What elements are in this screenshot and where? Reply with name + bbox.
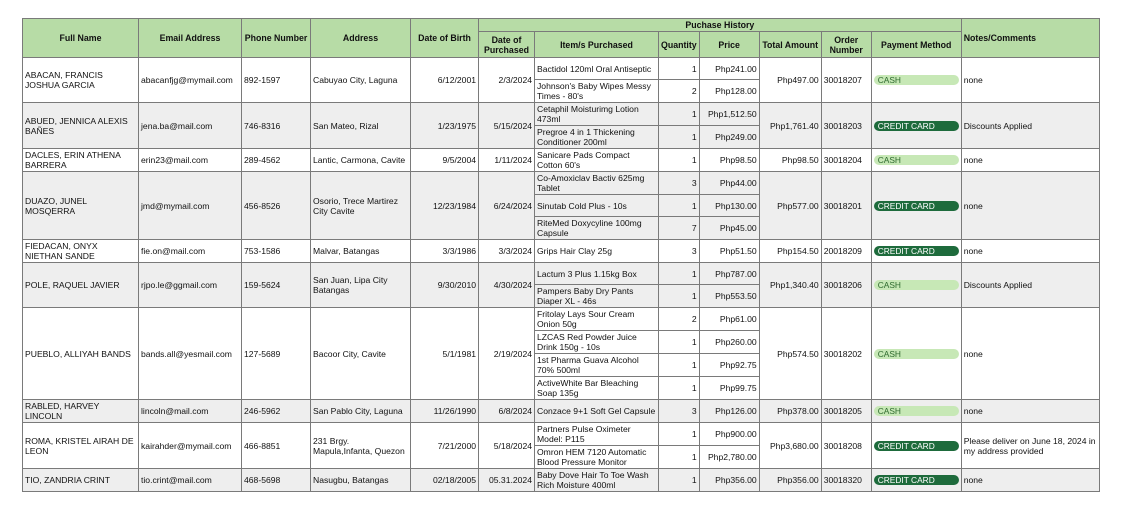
cell-quantity[interactable]: 2 bbox=[659, 80, 700, 103]
cell-full-name[interactable]: RABLED, HARVEY LINCOLN bbox=[23, 400, 139, 423]
cell-date-of-birth[interactable]: 9/30/2010 bbox=[411, 263, 479, 308]
cell-notes[interactable]: none bbox=[961, 172, 1099, 240]
header-email[interactable]: Email Address bbox=[139, 19, 242, 58]
cell-phone[interactable]: 159-5624 bbox=[242, 263, 311, 308]
cell-full-name[interactable]: PUEBLO, ALLIYAH BANDS bbox=[23, 308, 139, 400]
cell-date-purchased[interactable]: 2/19/2024 bbox=[479, 308, 535, 400]
cell-order-number[interactable]: 30018201 bbox=[821, 172, 871, 240]
payment-method-badge: CREDIT CARD bbox=[874, 201, 959, 211]
table-body bbox=[23, 58, 1100, 492]
cell-item-name[interactable]: Baby Dove Hair To Toe Wash Rich Moisture 400ml bbox=[535, 469, 659, 492]
cell-price[interactable]: Php51.50 bbox=[699, 240, 759, 263]
cell-payment-method[interactable] bbox=[871, 172, 961, 240]
cell-item-name[interactable]: Partners Pulse Oximeter Model: P115 bbox=[535, 423, 659, 446]
cell-item-name[interactable]: Sanicare Pads Compact Cotton 60's bbox=[535, 149, 659, 172]
header-date-of-birth[interactable]: Date of Birth bbox=[411, 19, 479, 58]
cell-email[interactable]: jena.ba@mail.com bbox=[139, 103, 242, 149]
table-row bbox=[23, 469, 1100, 492]
cell-date-purchased[interactable]: 5/15/2024 bbox=[479, 103, 535, 149]
cell-full-name[interactable]: TIO, ZANDRIA CRINT bbox=[23, 469, 139, 492]
cell-date-of-birth[interactable]: 5/1/1981 bbox=[411, 308, 479, 400]
cell-payment-method[interactable] bbox=[871, 58, 961, 103]
table-row bbox=[23, 423, 1100, 446]
cell-quantity[interactable]: 1 bbox=[659, 103, 700, 126]
cell-date-of-birth[interactable]: 02/18/2005 bbox=[411, 469, 479, 492]
cell-date-purchased[interactable]: 6/8/2024 bbox=[479, 400, 535, 423]
cell-quantity[interactable]: 3 bbox=[659, 240, 700, 263]
cell-quantity[interactable]: 1 bbox=[659, 285, 700, 308]
cell-phone[interactable]: 246-5962 bbox=[242, 400, 311, 423]
cell-notes[interactable]: none bbox=[961, 400, 1099, 423]
table-row bbox=[23, 240, 1100, 263]
cell-price[interactable]: Php356.00 bbox=[699, 469, 759, 492]
cell-phone[interactable]: 892-1597 bbox=[242, 58, 311, 103]
payment-method-badge: CREDIT CARD bbox=[874, 246, 959, 256]
cell-item-name[interactable]: Pregroe 4 in 1 Thickening Conditioner 200ml bbox=[535, 126, 659, 149]
payment-method-badge: CREDIT CARD bbox=[874, 441, 959, 451]
cell-date-of-birth[interactable]: 3/3/1986 bbox=[411, 240, 479, 263]
payment-method-badge: CASH bbox=[874, 349, 959, 359]
cell-quantity[interactable]: 1 bbox=[659, 469, 700, 492]
cell-price[interactable]: Php900.00 bbox=[699, 423, 759, 446]
cell-email[interactable]: erin23@mail.com bbox=[139, 149, 242, 172]
cell-notes[interactable]: none bbox=[961, 469, 1099, 492]
cell-address[interactable]: San Mateo, Rizal bbox=[311, 103, 411, 149]
cell-date-of-birth[interactable]: 11/26/1990 bbox=[411, 400, 479, 423]
cell-phone[interactable]: 753-1586 bbox=[242, 240, 311, 263]
cell-total-amount[interactable]: Php577.00 bbox=[759, 172, 821, 240]
cell-email[interactable]: fie.on@mail.com bbox=[139, 240, 242, 263]
cell-date-of-birth[interactable]: 6/12/2001 bbox=[411, 58, 479, 103]
table-row bbox=[23, 58, 1100, 80]
cell-date-purchased[interactable]: 4/30/2024 bbox=[479, 263, 535, 308]
cell-full-name[interactable]: DACLES, ERIN ATHENA BARRERA bbox=[23, 149, 139, 172]
cell-quantity[interactable]: 1 bbox=[659, 377, 700, 400]
cell-item-name[interactable]: Bactidol 120ml Oral Antiseptic bbox=[535, 58, 659, 80]
cell-date-purchased[interactable]: 5/18/2024 bbox=[479, 423, 535, 469]
cell-quantity[interactable]: 1 bbox=[659, 446, 700, 469]
cell-total-amount[interactable]: Php356.00 bbox=[759, 469, 821, 492]
cell-item-name[interactable]: Sinutab Cold Plus - 10s bbox=[535, 195, 659, 217]
cell-quantity[interactable]: 3 bbox=[659, 172, 700, 195]
cell-price[interactable]: Php126.00 bbox=[699, 400, 759, 423]
cell-order-number[interactable]: 30018207 bbox=[821, 58, 871, 103]
cell-item-name[interactable]: LZCAS Red Powder Juice Drink 150g - 10s bbox=[535, 331, 659, 354]
cell-price[interactable]: Php2,780.00 bbox=[699, 446, 759, 469]
cell-order-number[interactable]: 30018206 bbox=[821, 263, 871, 308]
cell-price[interactable]: Php260.00 bbox=[699, 331, 759, 354]
cell-full-name[interactable]: FIEDACAN, ONYX NIETHAN SANDE bbox=[23, 240, 139, 263]
table-row bbox=[23, 263, 1100, 285]
cell-phone[interactable]: 466-8851 bbox=[242, 423, 311, 469]
payment-method-badge: CASH bbox=[874, 155, 959, 165]
cell-quantity[interactable]: 1 bbox=[659, 126, 700, 149]
header-notes[interactable]: Notes/Comments bbox=[961, 19, 1099, 58]
cell-email[interactable]: kairahder@mymail.com bbox=[139, 423, 242, 469]
cell-item-name[interactable]: Lactum 3 Plus 1.15kg Box bbox=[535, 263, 659, 285]
cell-order-number[interactable]: 30018202 bbox=[821, 308, 871, 400]
cell-phone[interactable]: 456-8526 bbox=[242, 172, 311, 240]
cell-email[interactable]: abacanfjg@mymail.com bbox=[139, 58, 242, 103]
table-row bbox=[23, 172, 1100, 195]
cell-email[interactable]: rjpo.le@ggmail.com bbox=[139, 263, 242, 308]
cell-notes[interactable]: none bbox=[961, 240, 1099, 263]
cell-address[interactable]: Bacoor City, Cavite bbox=[311, 308, 411, 400]
cell-address[interactable]: San Pablo City, Laguna bbox=[311, 400, 411, 423]
header-total-amount[interactable]: Total Amount bbox=[759, 32, 821, 58]
cell-price[interactable]: Php787.00 bbox=[699, 263, 759, 285]
cell-address[interactable]: Malvar, Batangas bbox=[311, 240, 411, 263]
cell-date-purchased[interactable]: 05.31.2024 bbox=[479, 469, 535, 492]
cell-order-number[interactable]: 30018204 bbox=[821, 149, 871, 172]
cell-date-purchased[interactable]: 3/3/2024 bbox=[479, 240, 535, 263]
cell-quantity[interactable]: 3 bbox=[659, 400, 700, 423]
cell-item-name[interactable]: 1st Pharma Guava Alcohol 70% 500ml bbox=[535, 354, 659, 377]
cell-email[interactable]: bands.all@yesmail.com bbox=[139, 308, 242, 400]
cell-item-name[interactable]: Co-Amoxiclav Bactiv 625mg Tablet bbox=[535, 172, 659, 195]
cell-date-of-birth[interactable]: 9/5/2004 bbox=[411, 149, 479, 172]
cell-full-name[interactable]: POLE, RAQUEL JAVIER bbox=[23, 263, 139, 308]
cell-payment-method[interactable] bbox=[871, 149, 961, 172]
cell-notes[interactable]: none bbox=[961, 308, 1099, 400]
header-payment-method[interactable]: Payment Method bbox=[871, 32, 961, 58]
cell-date-purchased[interactable]: 2/3/2024 bbox=[479, 58, 535, 103]
cell-address[interactable]: San Juan, Lipa City Batangas bbox=[311, 263, 411, 308]
cell-quantity[interactable]: 2 bbox=[659, 308, 700, 331]
cell-item-name[interactable]: ActiveWhite Bar Bleaching Soap 135g bbox=[535, 377, 659, 400]
header-quantity[interactable]: Quantity bbox=[659, 32, 700, 58]
spreadsheet-area bbox=[22, 18, 1100, 492]
cell-quantity[interactable]: 1 bbox=[659, 423, 700, 446]
cell-order-number[interactable]: 30018208 bbox=[821, 423, 871, 469]
table-row bbox=[23, 308, 1100, 331]
cell-price[interactable]: Php99.75 bbox=[699, 377, 759, 400]
cell-full-name[interactable]: ABACAN, FRANCIS JOSHUA GARCIA bbox=[23, 58, 139, 103]
payment-method-badge: CASH bbox=[874, 406, 959, 416]
cell-payment-method[interactable] bbox=[871, 400, 961, 423]
cell-notes[interactable]: Discounts Applied bbox=[961, 103, 1099, 149]
cell-payment-method[interactable] bbox=[871, 469, 961, 492]
cell-phone[interactable]: 468-5698 bbox=[242, 469, 311, 492]
cell-full-name[interactable]: DUAZO, JUNEL MOSQERRA bbox=[23, 172, 139, 240]
cell-price[interactable]: Php130.00 bbox=[699, 195, 759, 217]
table-row bbox=[23, 103, 1100, 126]
cell-quantity[interactable]: 1 bbox=[659, 331, 700, 354]
payment-method-badge: CASH bbox=[874, 75, 959, 85]
cell-price[interactable]: Php249.00 bbox=[699, 126, 759, 149]
cell-full-name[interactable]: ABUED, JENNICA ALEXIS BAÑES bbox=[23, 103, 139, 149]
cell-notes[interactable]: Discounts Applied bbox=[961, 263, 1099, 308]
cell-quantity[interactable]: 1 bbox=[659, 195, 700, 217]
cell-price[interactable]: Php241.00 bbox=[699, 58, 759, 80]
cell-notes[interactable]: Please deliver on June 18, 2024 in my address provided bbox=[961, 423, 1099, 469]
cell-full-name[interactable]: ROMA, KRISTEL AIRAH DE LEON bbox=[23, 423, 139, 469]
cell-price[interactable]: Php1,512.50 bbox=[699, 103, 759, 126]
header-date-purchased[interactable]: Date of Purchased bbox=[479, 32, 535, 58]
payment-method-badge: CREDIT CARD bbox=[874, 121, 959, 131]
cell-payment-method[interactable] bbox=[871, 103, 961, 149]
cell-quantity[interactable]: 1 bbox=[659, 149, 700, 172]
cell-price[interactable]: Php44.00 bbox=[699, 172, 759, 195]
cell-quantity[interactable]: 1 bbox=[659, 58, 700, 80]
cell-item-name[interactable]: RiteMed Doxycyline 100mg Capsule bbox=[535, 217, 659, 240]
payment-method-badge: CREDIT CARD bbox=[874, 475, 959, 485]
purchase-history-table bbox=[22, 18, 1100, 492]
cell-total-amount[interactable]: Php154.50 bbox=[759, 240, 821, 263]
cell-total-amount[interactable]: Php1,340.40 bbox=[759, 263, 821, 308]
cell-notes[interactable]: none bbox=[961, 58, 1099, 103]
cell-address[interactable]: Osorio, Trece Martirez City Cavite bbox=[311, 172, 411, 240]
header-items[interactable]: Item/s Purchased bbox=[535, 32, 659, 58]
header-order-number[interactable]: Order Number bbox=[821, 32, 871, 58]
cell-order-number[interactable]: 30018320 bbox=[821, 469, 871, 492]
payment-method-badge: CASH bbox=[874, 280, 959, 290]
cell-item-name[interactable]: Fritolay Lays Sour Cream Onion 50g bbox=[535, 308, 659, 331]
header-purchase-history[interactable]: Puchase History bbox=[479, 19, 962, 32]
cell-order-number[interactable]: 30018203 bbox=[821, 103, 871, 149]
table-row bbox=[23, 400, 1100, 423]
cell-total-amount[interactable]: Php574.50 bbox=[759, 308, 821, 400]
cell-phone[interactable]: 127-5689 bbox=[242, 308, 311, 400]
cell-item-name[interactable]: Omron HEM 7120 Automatic Blood Pressure Monitor bbox=[535, 446, 659, 469]
cell-address[interactable]: Nasugbu, Batangas bbox=[311, 469, 411, 492]
cell-payment-method[interactable] bbox=[871, 240, 961, 263]
header-full-name[interactable]: Full Name bbox=[23, 19, 139, 58]
cell-price[interactable]: Php45.00 bbox=[699, 217, 759, 240]
cell-total-amount[interactable]: Php98.50 bbox=[759, 149, 821, 172]
cell-price[interactable]: Php553.50 bbox=[699, 285, 759, 308]
cell-item-name[interactable]: Pampers Baby Dry Pants Diaper XL - 46s bbox=[535, 285, 659, 308]
cell-payment-method[interactable] bbox=[871, 423, 961, 469]
header-phone[interactable]: Phone Number bbox=[242, 19, 311, 58]
cell-address[interactable]: 231 Brgy. Mapula,Infanta, Quezon bbox=[311, 423, 411, 469]
cell-date-purchased[interactable]: 6/24/2024 bbox=[479, 172, 535, 240]
cell-quantity[interactable]: 1 bbox=[659, 263, 700, 285]
cell-phone[interactable]: 746-8316 bbox=[242, 103, 311, 149]
cell-total-amount[interactable]: Php378.00 bbox=[759, 400, 821, 423]
cell-date-of-birth[interactable]: 1/23/1975 bbox=[411, 103, 479, 149]
cell-price[interactable]: Php128.00 bbox=[699, 80, 759, 103]
cell-address[interactable]: Lantic, Carmona, Cavite bbox=[311, 149, 411, 172]
cell-item-name[interactable]: Grips Hair Clay 25g bbox=[535, 240, 659, 263]
cell-payment-method[interactable] bbox=[871, 308, 961, 400]
cell-item-name[interactable]: Johnson's Baby Wipes Messy Times - 80's bbox=[535, 80, 659, 103]
cell-order-number[interactable]: 20018209 bbox=[821, 240, 871, 263]
cell-email[interactable]: jmd@mymail.com bbox=[139, 172, 242, 240]
cell-address[interactable]: Cabuyao City, Laguna bbox=[311, 58, 411, 103]
header-price[interactable]: Price bbox=[699, 32, 759, 58]
cell-email[interactable]: tio.crint@mail.com bbox=[139, 469, 242, 492]
cell-quantity[interactable]: 7 bbox=[659, 217, 700, 240]
cell-price[interactable]: Php98.50 bbox=[699, 149, 759, 172]
cell-item-name[interactable]: Cetaphil Moisturimg Lotion 473ml bbox=[535, 103, 659, 126]
cell-order-number[interactable]: 30018205 bbox=[821, 400, 871, 423]
table-row bbox=[23, 149, 1100, 172]
cell-date-of-birth[interactable]: 12/23/1984 bbox=[411, 172, 479, 240]
cell-item-name[interactable]: Conzace 9+1 Soft Gel Capsule bbox=[535, 400, 659, 423]
cell-phone[interactable]: 289-4562 bbox=[242, 149, 311, 172]
cell-price[interactable]: Php92.75 bbox=[699, 354, 759, 377]
cell-email[interactable]: lincoln@mail.com bbox=[139, 400, 242, 423]
cell-notes[interactable]: none bbox=[961, 149, 1099, 172]
header-address[interactable]: Address bbox=[311, 19, 411, 58]
cell-payment-method[interactable] bbox=[871, 263, 961, 308]
cell-date-of-birth[interactable]: 7/21/2000 bbox=[411, 423, 479, 469]
cell-total-amount[interactable]: Php1,761.40 bbox=[759, 103, 821, 149]
cell-quantity[interactable]: 1 bbox=[659, 354, 700, 377]
cell-date-purchased[interactable]: 1/11/2024 bbox=[479, 149, 535, 172]
cell-price[interactable]: Php61.00 bbox=[699, 308, 759, 331]
cell-total-amount[interactable]: Php497.00 bbox=[759, 58, 821, 103]
cell-total-amount[interactable]: Php3,680.00 bbox=[759, 423, 821, 469]
